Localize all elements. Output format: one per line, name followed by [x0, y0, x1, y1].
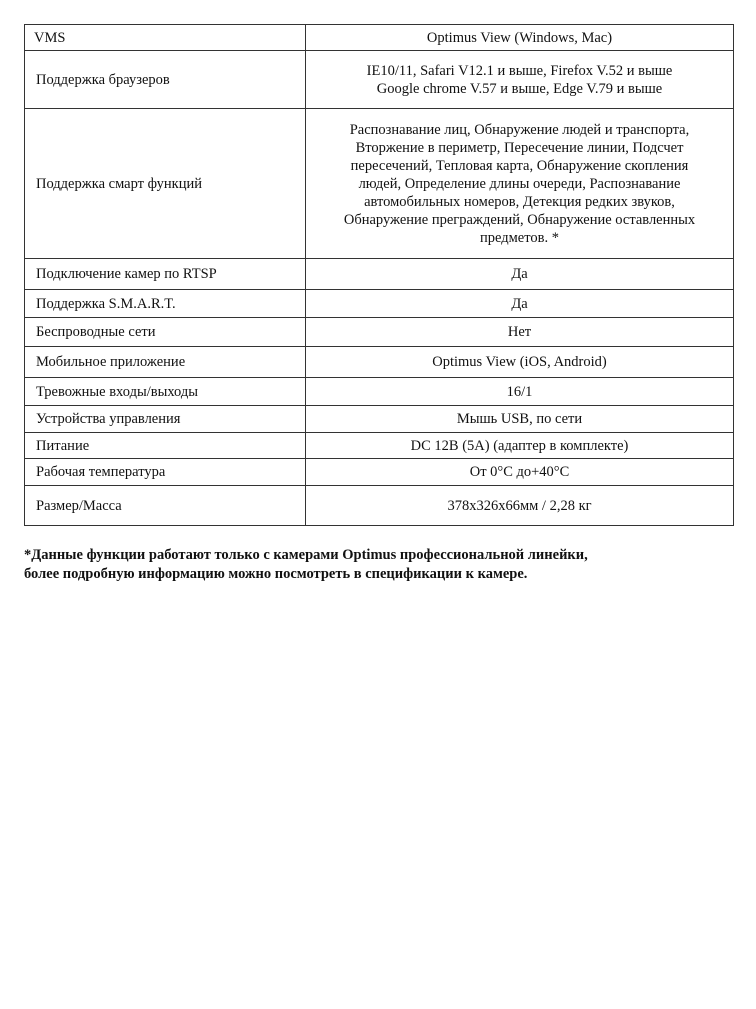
table-row	[25, 51, 734, 109]
row-value-temperature: От 0°С до+40°С	[306, 459, 734, 486]
table-row	[25, 433, 734, 459]
row-value-rtsp: Да	[306, 259, 734, 290]
value-line: людей, Определение длины очереди, Распознавание	[358, 175, 681, 192]
spec-table	[24, 24, 734, 526]
row-label-smart: Поддержка S.M.A.R.T.	[25, 290, 306, 318]
row-value-size-weight: 378x326x66мм / 2,28 кг	[306, 486, 734, 526]
row-value-smart-functions	[306, 109, 734, 259]
row-value-wireless: Нет	[306, 318, 734, 347]
value-line: Обнаружение преграждений, Обнаружение оставленных	[343, 211, 696, 228]
row-value-vms: Optimus View (Windows, Mac)	[306, 25, 734, 51]
row-label-mobile-app: Мобильное приложение	[25, 347, 306, 378]
value-line: автомобильных номеров, Детекция редких звуков,	[364, 193, 675, 210]
row-label-size-weight: Размер/Масса	[25, 486, 306, 526]
table-row	[25, 25, 734, 51]
row-label-control-devices: Устройства управления	[25, 406, 306, 433]
value-line: предметов. *	[480, 229, 559, 246]
value-line: Google chrome V.57 и выше, Edge V.79 и выше	[376, 80, 663, 97]
table-row	[25, 459, 734, 486]
row-label-wireless: Беспроводные сети	[25, 318, 306, 347]
row-label-rtsp: Подключение камер по RTSP	[25, 259, 306, 290]
row-label-smart-functions: Поддержка смарт функций	[25, 109, 306, 259]
row-label-power: Питание	[25, 433, 306, 459]
table-row	[25, 347, 734, 378]
row-value-alarm-io: 16/1	[306, 378, 734, 406]
table-row	[25, 109, 734, 259]
value-line: Распознавание лиц, Обнаружение людей и транспорта,	[349, 121, 690, 138]
table-row	[25, 259, 734, 290]
row-label-temperature: Рабочая температура	[25, 459, 306, 486]
footnote-line: *Данные функции работают только с камерами Optimus профессиональной линейки,	[24, 547, 588, 563]
table-row	[25, 486, 734, 526]
row-label-vms: VMS	[25, 25, 306, 51]
value-line: Вторжение в периметр, Пересечение линии, Подсчет	[355, 139, 684, 156]
row-value-control-devices: Мышь USB, по сети	[306, 406, 734, 433]
value-line: IE10/11, Safari V12.1 и выше, Firefox V.52 и выше	[366, 62, 673, 79]
row-label-alarm-io: Тревожные входы/выходы	[25, 378, 306, 406]
table-row	[25, 318, 734, 347]
footnote	[24, 546, 739, 584]
row-value-browsers	[306, 51, 734, 109]
table-row	[25, 290, 734, 318]
row-value-power: DC 12В (5А) (адаптер в комплекте)	[306, 433, 734, 459]
row-value-mobile-app: Optimus View (iOS, Android)	[306, 347, 734, 378]
row-label-browsers: Поддержка браузеров	[25, 51, 306, 109]
row-value-smart: Да	[306, 290, 734, 318]
table-row	[25, 406, 734, 433]
table-row	[25, 378, 734, 406]
footnote-line: более подробную информацию можно посмотреть в спецификации к камере.	[24, 566, 528, 582]
value-line: пересечений, Тепловая карта, Обнаружение скопления	[350, 157, 689, 174]
